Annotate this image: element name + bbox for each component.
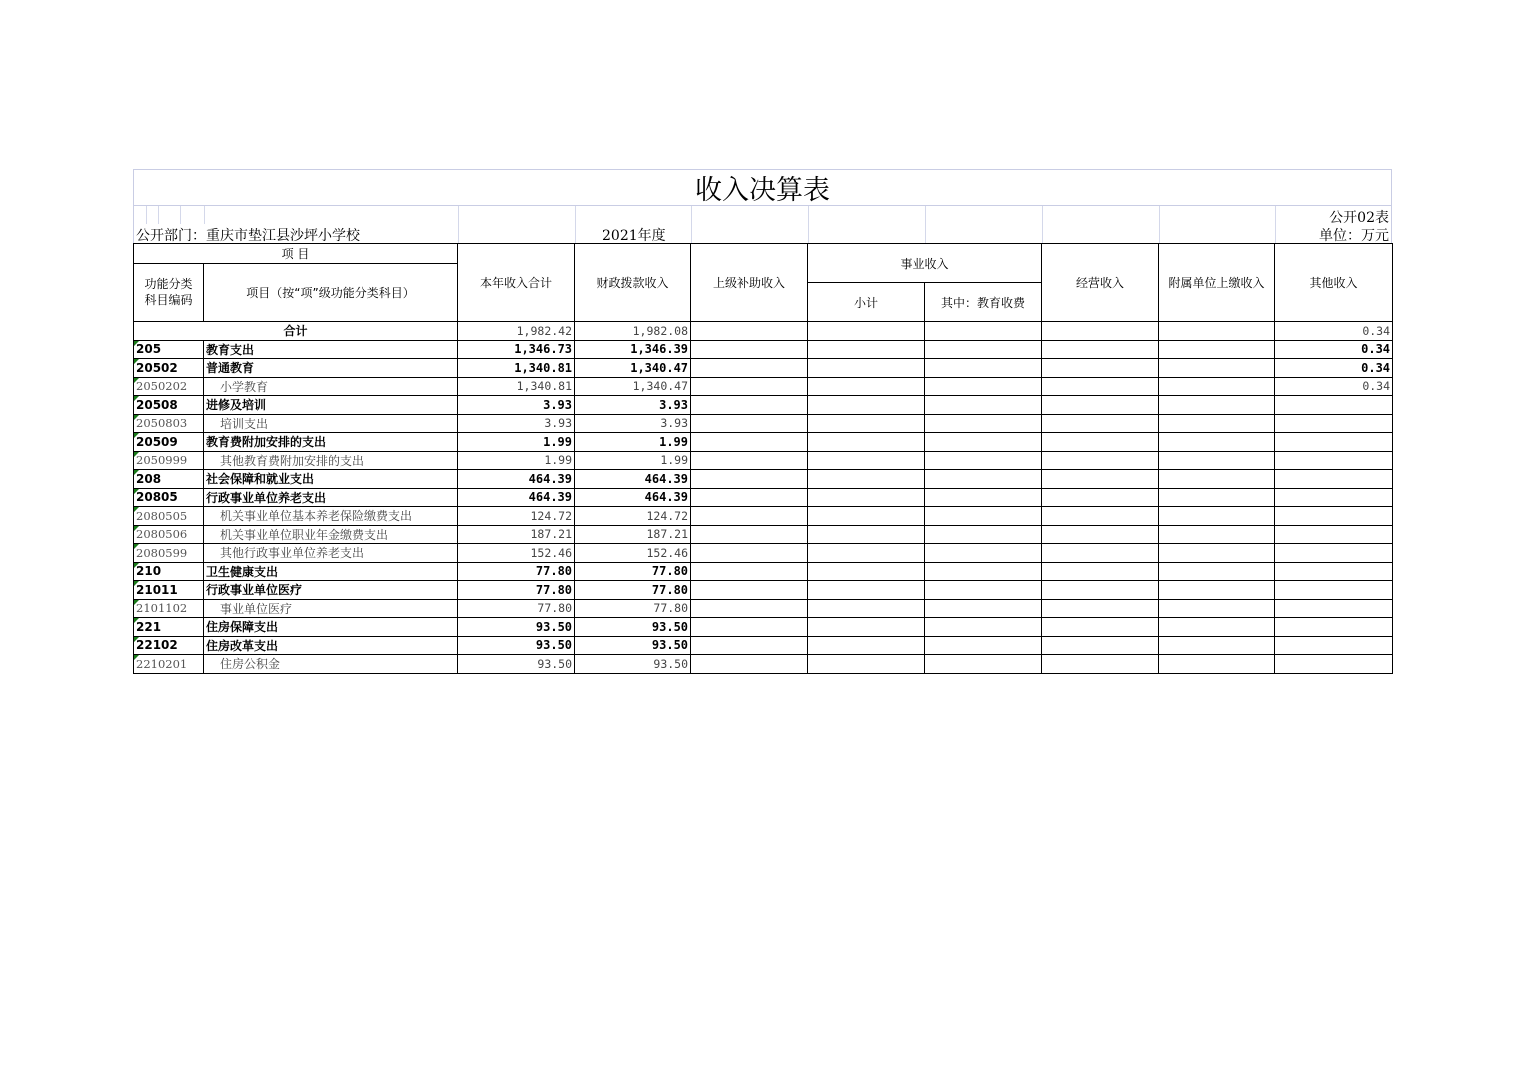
operating-income-cell — [1042, 618, 1159, 637]
superior-subsidy-cell — [691, 525, 808, 544]
title-row — [133, 169, 1392, 205]
affiliated-income-cell — [1159, 525, 1275, 544]
superior-subsidy-cell — [691, 599, 808, 618]
other-income-cell — [1275, 636, 1393, 655]
total-row — [134, 322, 1393, 341]
item-name: 进修及培训 — [204, 396, 458, 415]
department-label: 公开部门：重庆市垫江县沙坪小学校 — [136, 228, 360, 244]
operating-income-cell — [1042, 544, 1159, 563]
business-subtotal-cell — [808, 359, 925, 378]
table-row — [134, 340, 1393, 359]
other-income-header: 其他收入 — [1275, 244, 1393, 322]
edu-fee-cell — [925, 507, 1042, 526]
classification-code: 2210201 — [134, 655, 204, 674]
classification-code: 2050803 — [134, 414, 204, 433]
fiscal-income-cell: 1.99 — [575, 433, 691, 452]
total-income-cell: 93.50 — [458, 655, 575, 674]
total-income-header: 本年收入合计 — [458, 244, 575, 322]
other-income-cell — [1275, 488, 1393, 507]
other-income-cell: 0.34 — [1275, 377, 1393, 396]
business-subtotal-cell — [808, 470, 925, 489]
code-column-header — [134, 263, 204, 322]
page-title: 收入决算表 — [695, 175, 830, 206]
table-row — [134, 544, 1393, 563]
item-name: 住房保障支出 — [204, 618, 458, 637]
edu-fee-cell — [925, 359, 1042, 378]
total-income-cell: 77.80 — [458, 562, 575, 581]
item-name: 普通教育 — [204, 359, 458, 378]
edu-fee-cell — [925, 599, 1042, 618]
operating-income-cell — [1042, 433, 1159, 452]
superior-subsidy-cell — [691, 396, 808, 415]
fiscal-income-cell: 464.39 — [575, 470, 691, 489]
edu-fee-cell — [925, 470, 1042, 489]
superior-subsidy-cell — [691, 488, 808, 507]
edu-fee-cell — [925, 636, 1042, 655]
business-subtotal-cell — [808, 377, 925, 396]
fiscal-income-cell: 93.50 — [575, 618, 691, 637]
table-row — [134, 396, 1393, 415]
fiscal-income-cell: 77.80 — [575, 599, 691, 618]
business-subtotal-cell — [808, 636, 925, 655]
empty-cell — [691, 322, 808, 341]
affiliated-income-cell — [1159, 433, 1275, 452]
operating-income-header: 经营收入 — [1042, 244, 1159, 322]
superior-subsidy-cell — [691, 414, 808, 433]
item-name: 其他教育费附加安排的支出 — [204, 451, 458, 470]
business-subtotal-cell — [808, 655, 925, 674]
fiscal-income-cell: 1,340.47 — [575, 359, 691, 378]
other-income-cell — [1275, 470, 1393, 489]
code-header-line1: 功能分类 — [144, 277, 193, 292]
other-income-cell — [1275, 525, 1393, 544]
superior-subsidy-cell — [691, 377, 808, 396]
table-row — [134, 433, 1393, 452]
superior-subsidy-cell — [691, 507, 808, 526]
other-income-cell — [1275, 562, 1393, 581]
business-subtotal-cell — [808, 544, 925, 563]
other-income-cell — [1275, 655, 1393, 674]
table-row — [134, 359, 1393, 378]
department-row — [133, 224, 1392, 243]
classification-code: 2080505 — [134, 507, 204, 526]
operating-income-cell — [1042, 451, 1159, 470]
classification-code: 210 — [134, 562, 204, 581]
business-subtotal-cell — [808, 396, 925, 415]
superior-subsidy-header: 上级补助收入 — [691, 244, 808, 322]
table-row — [134, 451, 1393, 470]
item-name: 其他行政事业单位养老支出 — [204, 544, 458, 563]
other-income-cell — [1275, 581, 1393, 600]
item-name: 事业单位医疗 — [204, 599, 458, 618]
fiscal-income-cell: 1,340.47 — [575, 377, 691, 396]
operating-income-cell — [1042, 340, 1159, 359]
other-income-cell — [1275, 396, 1393, 415]
total-income-cell: 1.99 — [458, 451, 575, 470]
edu-fee-cell — [925, 414, 1042, 433]
edu-fee-cell — [925, 488, 1042, 507]
total-income-cell: 464.39 — [458, 470, 575, 489]
other-income-cell — [1275, 451, 1393, 470]
table-row — [134, 562, 1393, 581]
fiscal-income-cell: 3.93 — [575, 396, 691, 415]
total-income-cell: 93.50 — [458, 618, 575, 637]
item-name: 培训支出 — [204, 414, 458, 433]
affiliated-income-cell — [1159, 507, 1275, 526]
table-row — [134, 636, 1393, 655]
classification-code: 2101102 — [134, 599, 204, 618]
superior-subsidy-cell — [691, 470, 808, 489]
total-income-cell: 93.50 — [458, 636, 575, 655]
classification-code: 2050202 — [134, 377, 204, 396]
other-income-cell — [1275, 507, 1393, 526]
edu-fee-cell — [925, 377, 1042, 396]
empty-cell — [808, 322, 925, 341]
superior-subsidy-cell — [691, 562, 808, 581]
table-row — [134, 599, 1393, 618]
income-table — [133, 243, 1393, 674]
affiliated-income-cell — [1159, 359, 1275, 378]
superior-subsidy-cell — [691, 340, 808, 359]
business-subtotal-cell — [808, 488, 925, 507]
item-group-header: 项 目 — [134, 244, 458, 264]
table-row — [134, 581, 1393, 600]
operating-income-cell — [1042, 488, 1159, 507]
classification-code: 20805 — [134, 488, 204, 507]
name-column-header: 项目（按“项”级功能分类科目） — [204, 263, 458, 322]
operating-income-cell — [1042, 525, 1159, 544]
table-row — [134, 525, 1393, 544]
empty-cell — [925, 322, 1042, 341]
affiliated-income-cell — [1159, 655, 1275, 674]
total-income-cell: 152.46 — [458, 544, 575, 563]
edu-fee-cell — [925, 655, 1042, 674]
total-income-cell: 1.99 — [458, 433, 575, 452]
classification-code: 221 — [134, 618, 204, 637]
affiliated-income-cell — [1159, 544, 1275, 563]
fiscal-year: 2021年度 — [602, 228, 666, 244]
operating-income-cell — [1042, 581, 1159, 600]
other-income-cell — [1275, 618, 1393, 637]
classification-code: 21011 — [134, 581, 204, 600]
table-row — [134, 655, 1393, 674]
business-subtotal-cell — [808, 599, 925, 618]
affiliated-income-cell — [1159, 377, 1275, 396]
business-subtotal-cell — [808, 525, 925, 544]
operating-income-cell — [1042, 470, 1159, 489]
classification-code: 2050999 — [134, 451, 204, 470]
total-fiscal-cell: 1,982.08 — [575, 322, 691, 341]
edu-fee-cell — [925, 340, 1042, 359]
table-row — [134, 470, 1393, 489]
item-name: 卫生健康支出 — [204, 562, 458, 581]
affiliated-income-cell — [1159, 470, 1275, 489]
table-row — [134, 488, 1393, 507]
edu-fee-cell — [925, 433, 1042, 452]
fiscal-income-cell: 93.50 — [575, 636, 691, 655]
total-income-cell: 124.72 — [458, 507, 575, 526]
business-subtotal-cell — [808, 414, 925, 433]
item-name: 社会保障和就业支出 — [204, 470, 458, 489]
edu-fee-cell — [925, 451, 1042, 470]
total-income-cell: 187.21 — [458, 525, 575, 544]
business-subtotal-cell — [808, 581, 925, 600]
operating-income-cell — [1042, 377, 1159, 396]
fiscal-income-cell: 77.80 — [575, 581, 691, 600]
superior-subsidy-cell — [691, 618, 808, 637]
item-name: 行政事业单位养老支出 — [204, 488, 458, 507]
edu-fee-cell — [925, 544, 1042, 563]
affiliated-income-cell — [1159, 618, 1275, 637]
total-income-cell: 3.93 — [458, 414, 575, 433]
item-name: 教育费附加安排的支出 — [204, 433, 458, 452]
item-name: 机关事业单位职业年金缴费支出 — [204, 525, 458, 544]
income-statement-sheet — [133, 169, 1392, 674]
classification-code: 2080506 — [134, 525, 204, 544]
empty-cell — [1042, 322, 1159, 341]
operating-income-cell — [1042, 599, 1159, 618]
edu-fee-cell — [925, 581, 1042, 600]
affiliated-income-cell — [1159, 414, 1275, 433]
business-subtotal-cell — [808, 618, 925, 637]
affiliated-income-cell — [1159, 636, 1275, 655]
item-name: 小学教育 — [204, 377, 458, 396]
empty-cell — [1159, 322, 1275, 341]
fiscal-income-cell: 77.80 — [575, 562, 691, 581]
superior-subsidy-cell — [691, 359, 808, 378]
total-income-cell: 464.39 — [458, 488, 575, 507]
other-income-cell: 0.34 — [1275, 340, 1393, 359]
superior-subsidy-cell — [691, 433, 808, 452]
classification-code: 2080599 — [134, 544, 204, 563]
total-other-cell: 0.34 — [1275, 322, 1393, 341]
edu-fee-cell — [925, 618, 1042, 637]
business-income-header: 事业收入 — [808, 244, 1042, 283]
table-row — [134, 377, 1393, 396]
fiscal-income-cell: 187.21 — [575, 525, 691, 544]
business-subtotal-cell — [808, 340, 925, 359]
other-income-cell: 0.34 — [1275, 359, 1393, 378]
affiliated-income-cell — [1159, 396, 1275, 415]
other-income-cell — [1275, 414, 1393, 433]
classification-code: 208 — [134, 470, 204, 489]
business-subtotal-cell — [808, 507, 925, 526]
operating-income-cell — [1042, 655, 1159, 674]
total-income-cell: 1,982.42 — [458, 322, 575, 341]
classification-code: 22102 — [134, 636, 204, 655]
item-name: 住房公积金 — [204, 655, 458, 674]
fiscal-income-cell: 93.50 — [575, 655, 691, 674]
fiscal-income-cell: 1.99 — [575, 451, 691, 470]
superior-subsidy-cell — [691, 581, 808, 600]
item-name: 机关事业单位基本养老保险缴费支出 — [204, 507, 458, 526]
unit-label: 单位：万元 — [1319, 228, 1389, 244]
classification-code: 205 — [134, 340, 204, 359]
business-subtotal-cell — [808, 562, 925, 581]
operating-income-cell — [1042, 396, 1159, 415]
affiliated-income-cell — [1159, 599, 1275, 618]
fiscal-income-cell: 124.72 — [575, 507, 691, 526]
table-row — [134, 507, 1393, 526]
fiscal-income-cell: 1,346.39 — [575, 340, 691, 359]
form-number-row — [133, 205, 1392, 224]
superior-subsidy-cell — [691, 636, 808, 655]
affiliated-income-cell — [1159, 340, 1275, 359]
item-name: 教育支出 — [204, 340, 458, 359]
affiliated-income-cell — [1159, 581, 1275, 600]
affiliated-income-cell — [1159, 451, 1275, 470]
fiscal-income-cell: 464.39 — [575, 488, 691, 507]
other-income-cell — [1275, 599, 1393, 618]
total-income-cell: 1,346.73 — [458, 340, 575, 359]
superior-subsidy-cell — [691, 451, 808, 470]
classification-code: 20508 — [134, 396, 204, 415]
classification-code: 20509 — [134, 433, 204, 452]
superior-subsidy-cell — [691, 544, 808, 563]
edu-fee-cell — [925, 525, 1042, 544]
other-income-cell — [1275, 433, 1393, 452]
business-subtotal-cell — [808, 451, 925, 470]
operating-income-cell — [1042, 359, 1159, 378]
business-subtotal-cell — [808, 433, 925, 452]
total-label: 合计 — [134, 322, 458, 341]
total-income-cell: 77.80 — [458, 599, 575, 618]
affiliated-income-cell — [1159, 562, 1275, 581]
operating-income-cell — [1042, 636, 1159, 655]
total-income-cell: 1,340.81 — [458, 359, 575, 378]
superior-subsidy-cell — [691, 655, 808, 674]
fiscal-income-cell: 152.46 — [575, 544, 691, 563]
edu-fee-header: 其中：教育收费 — [925, 283, 1042, 322]
total-income-cell: 77.80 — [458, 581, 575, 600]
other-income-cell — [1275, 544, 1393, 563]
item-name: 住房改革支出 — [204, 636, 458, 655]
affiliated-income-header: 附属单位上缴收入 — [1159, 244, 1275, 322]
fiscal-income-cell: 3.93 — [575, 414, 691, 433]
table-row — [134, 414, 1393, 433]
operating-income-cell — [1042, 507, 1159, 526]
total-income-cell: 1,340.81 — [458, 377, 575, 396]
fiscal-income-header: 财政拨款收入 — [575, 244, 691, 322]
affiliated-income-cell — [1159, 488, 1275, 507]
operating-income-cell — [1042, 562, 1159, 581]
edu-fee-cell — [925, 396, 1042, 415]
total-income-cell: 3.93 — [458, 396, 575, 415]
form-number: 公开02表 — [1329, 210, 1389, 226]
classification-code: 20502 — [134, 359, 204, 378]
code-header-line2: 科目编码 — [144, 293, 193, 308]
table-row — [134, 618, 1393, 637]
subtotal-header: 小计 — [808, 283, 925, 322]
item-name: 行政事业单位医疗 — [204, 581, 458, 600]
edu-fee-cell — [925, 562, 1042, 581]
operating-income-cell — [1042, 414, 1159, 433]
